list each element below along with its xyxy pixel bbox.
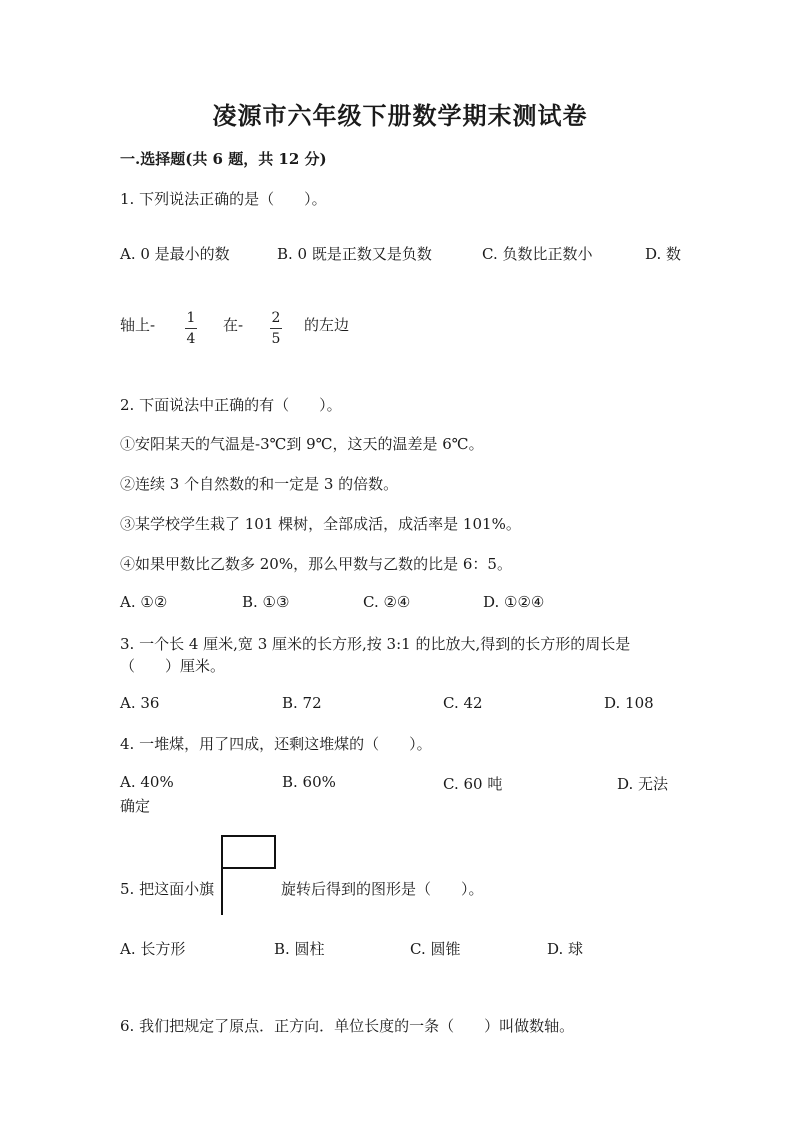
question-4-stem: 4. 一堆煤，用了四成，还剩这堆煤的（ ）。: [120, 735, 432, 753]
fraction-numerator: 2: [271, 310, 281, 326]
question-1-option-b: B. 0 既是正数又是负数: [277, 245, 432, 263]
question-3-option-d: D. 108: [604, 694, 654, 712]
question-3-stem-line1: 3. 一个长 4 厘米,宽 3 厘米的长方形,按 3:1 的比放大,得到的长方形的周长是: [120, 635, 631, 653]
question-1-line2-mid: 在-: [223, 316, 244, 334]
fraction-bar: [185, 328, 197, 329]
question-4-option-a: A. 40%: [120, 773, 174, 791]
question-2-option-c: C. ②④: [363, 593, 411, 611]
question-1-option-d: D. 数: [645, 245, 682, 263]
fraction-two-fifths: [270, 311, 282, 346]
fraction-numerator: 1: [186, 310, 196, 326]
question-2-stem: 2. 下面说法中正确的有（ ）。: [120, 396, 342, 414]
question-1-option-a: A. 0 是最小的数: [120, 245, 230, 263]
question-4-option-b: B. 60%: [282, 773, 336, 791]
question-3-stem-line2: （ ）厘米。: [120, 657, 226, 675]
fraction-bar: [270, 328, 282, 329]
question-5-option-b: B. 圆柱: [274, 940, 325, 958]
question-1-line2-prefix: 轴上-: [120, 316, 156, 334]
question-1-option-c: C. 负数比正数小: [482, 245, 593, 263]
fraction-one-quarter: [185, 311, 197, 346]
question-2-option-b: B. ①③: [242, 593, 290, 611]
question-3-option-a: A. 36: [120, 694, 160, 712]
question-4-option-d-wrap: 确定: [120, 797, 151, 815]
question-6-stem: 6. 我们把规定了原点．正方向．单位长度的一条（ ）叫做数轴。: [120, 1017, 575, 1035]
question-2-statement-2: ②连续 3 个自然数的和一定是 3 的倍数。: [120, 475, 399, 493]
question-3-option-b: B. 72: [282, 694, 322, 712]
section-heading: 一.选择题(共 6 题，共 12 分): [120, 150, 327, 168]
question-1-line2-suffix: 的左边: [304, 316, 350, 334]
question-2-option-d: D. ①②④: [483, 593, 545, 611]
question-2-statement-3: ③某学校学生栽了 101 棵树，全部成活，成活率是 101%。: [120, 515, 521, 533]
page-title: 凌源市六年级下册数学期末测试卷: [212, 101, 588, 130]
question-2-statement-1: ①安阳某天的气温是-3℃到 9℃，这天的温差是 6℃。: [120, 435, 484, 453]
question-1-stem: 1. 下列说法正确的是（ ）。: [120, 190, 327, 208]
question-5-stem-left: 5. 把这面小旗: [120, 880, 215, 898]
question-5-option-a: A. 长方形: [120, 940, 186, 958]
flag-banner-figure: [222, 835, 276, 869]
question-2-statement-4: ④如果甲数比乙数多 20%，那么甲数与乙数的比是 6：5。: [120, 555, 512, 573]
question-4-option-d: D. 无法: [617, 775, 669, 793]
question-3-option-c: C. 42: [443, 694, 483, 712]
question-5-option-c: C. 圆锥: [410, 940, 461, 958]
question-2-option-a: A. ①②: [120, 593, 168, 611]
question-4-option-c: C. 60 吨: [443, 775, 503, 793]
fraction-denominator: 5: [271, 331, 281, 347]
question-5-stem-right: 旋转后得到的图形是（ ）。: [281, 880, 484, 898]
fraction-denominator: 4: [186, 331, 196, 347]
question-5-option-d: D. 球: [547, 940, 584, 958]
